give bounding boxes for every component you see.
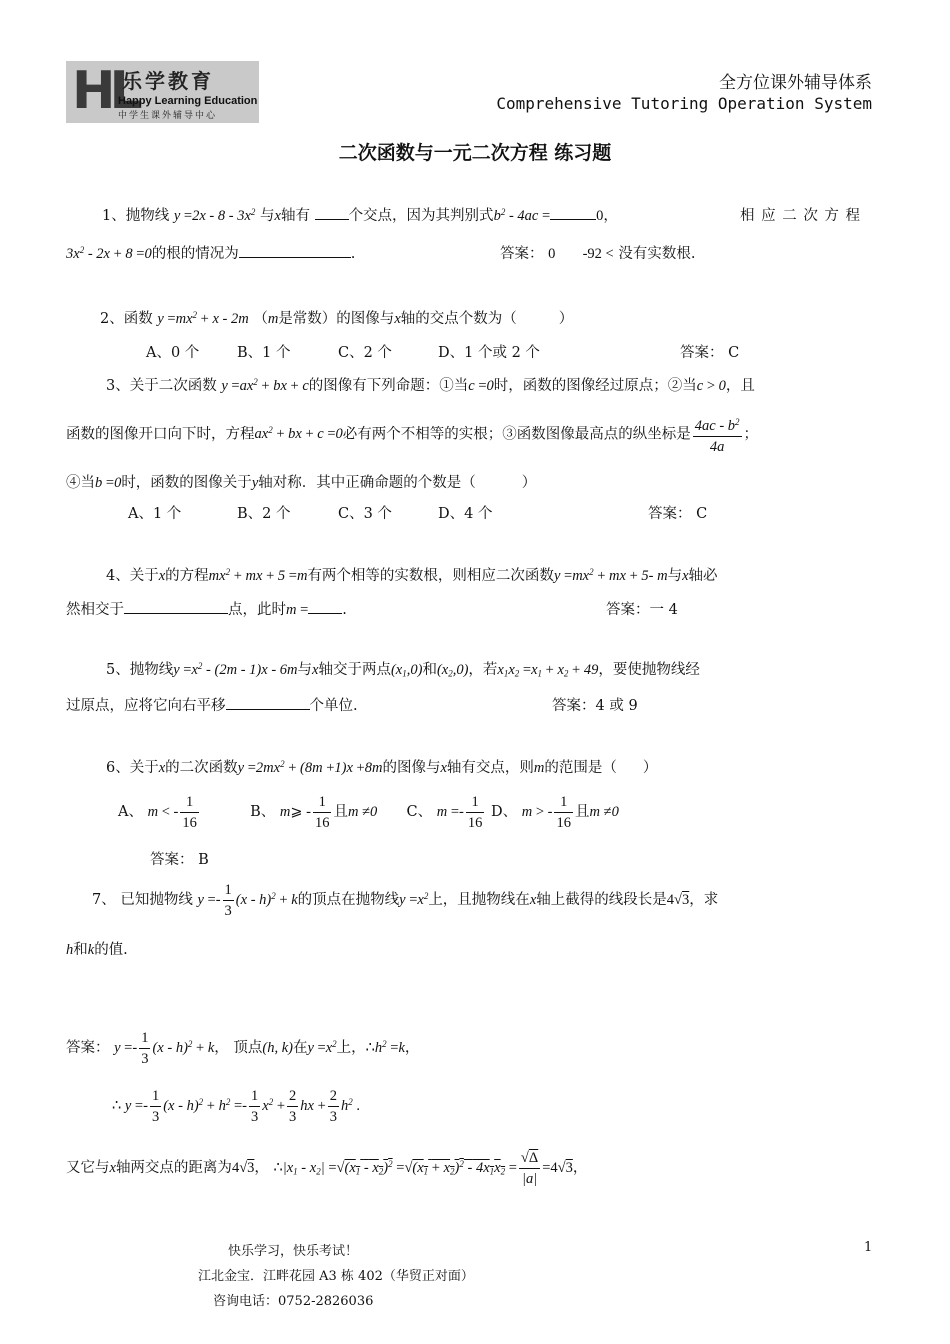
q3-text: 轴对称．其中正确命题的个数是（ (258, 475, 476, 491)
q4-m: m = (286, 602, 309, 618)
q6-option-b: m⩾ - $\frac{1}{16}$ (279, 794, 330, 831)
question-4-line-2 (66, 598, 347, 619)
q6-text: 且 (574, 803, 590, 820)
var-x: x (394, 311, 401, 327)
q5-text: 5、抛物线 (106, 662, 174, 678)
var-k: k (87, 942, 95, 958)
q6-text: 轴有交点，则 (446, 760, 534, 776)
q6-option-a: m < - $\frac{1}{16}$ (147, 794, 197, 831)
q4-text: 与 (667, 568, 683, 584)
q1-text: 1、抛物线 (102, 208, 170, 224)
page-number: 1 (864, 1240, 873, 1255)
q2-text: （ (253, 311, 268, 327)
var-x: x (312, 662, 319, 678)
q1-answer-a: 0 (548, 246, 556, 262)
sol-text: 又它与 (66, 1159, 110, 1176)
sol-parabola: $y =x^2$ (307, 1038, 337, 1056)
q6-option-d-cond: m ≠0 (589, 803, 619, 820)
q1-answer (500, 242, 695, 263)
logo-name-en: Happy Learning Education (118, 95, 258, 107)
q1-text: ， (603, 208, 618, 224)
q3-cond-1: c =0 (468, 378, 494, 394)
q4-text: 4、关于 (106, 568, 159, 584)
answer-label: 答案： (500, 246, 544, 262)
question-6 (106, 756, 657, 777)
q4-text: 然相交于 (66, 602, 124, 618)
q2-option-d: D、1 个或 2 个 (438, 345, 540, 361)
q3-option-b: B、2 个 (237, 506, 291, 522)
sol-formula-2: ∴ y =- $\frac{1}{3}$ $(x - h)^2 + h^2$ =- $\frac{1}{3}$ $x^2$ + $\frac{2}{3}$ hx + $\frac{2}{3}$ $h^2$ . (112, 1088, 360, 1125)
sol-distance: 4√3 (231, 1159, 255, 1176)
solution-line-3 (66, 1148, 587, 1189)
q5-text: 和 (422, 662, 437, 678)
logo (66, 61, 259, 123)
q1-text-right: 相 应 二 次 方 程 (740, 208, 862, 224)
var-x: x (440, 760, 447, 776)
q7-text: 7、 已知抛物线 (92, 891, 193, 908)
answer-blank (315, 205, 349, 220)
q4-function: $y =mx^2$ + mx + 5- m (553, 567, 668, 584)
q3-equation: $ax^2$ + bx + c =0 (254, 425, 343, 443)
q4-text: . (342, 602, 347, 618)
var-x: x (158, 760, 166, 776)
q7-parabola: $y =x^2$ (399, 890, 429, 908)
q1-text: 轴有 (280, 208, 310, 224)
var-x: x (158, 568, 166, 584)
q1-answer-c: 没有实数根. (618, 246, 696, 262)
var-y: y (251, 475, 259, 491)
sol-vertex: (h, k) (262, 1039, 293, 1056)
question-7-line-1 (92, 880, 718, 921)
q5-answer: 答案：4 或 9 (552, 698, 638, 714)
question-1-line-1: 1、抛物线 $y =2x - 8 - 3x^2$ 与x轴有 个交点，因为其判别式$b^2 - 4ac = 0$， (102, 204, 618, 225)
q5-text: 与 (297, 662, 313, 678)
q5-text: ，要使抛物线经 (598, 662, 700, 678)
sol-text: 上， (336, 1039, 366, 1056)
q3-text: 3、关于二次函数 (106, 378, 217, 394)
q6-text: 且 (333, 803, 348, 820)
q6-formula: $y =2mx^2 + (8m +1)x +8m$ (237, 759, 383, 776)
header-slogan-cn: 全方位课外辅导体系 (719, 73, 872, 93)
q6-option-d: m > - $\frac{1}{16}$ (521, 794, 571, 831)
sol-relation: $\therefore h^2 =k$ (365, 1038, 405, 1056)
q3-text: ； (743, 426, 759, 443)
page-title: 二次函数与一元二次方程 练习题 (338, 142, 612, 164)
answer-blank (124, 599, 228, 614)
q7-text: 和 (73, 942, 88, 958)
q7-formula: y =- $\frac{1}{3}$ (x - h)$^2$ + k (197, 882, 298, 919)
q6-text: 的图像与 (382, 760, 441, 776)
q5-formula: $y =x^2 - (2m - 1)x - 6m$ (173, 661, 298, 678)
solution-line-1 (66, 1028, 419, 1069)
q2-option-a: A、0 个 (146, 345, 200, 361)
q1-formula: $y =2x - 8 - 3x^2$ (173, 207, 256, 224)
q7-text: 轴上截得的线段长是 (536, 891, 667, 908)
sol-text: 轴两交点的距离为 (115, 1159, 232, 1176)
q5-point-2: $(x_2,0)$ (436, 662, 469, 679)
q3-text: ④当 (66, 475, 95, 491)
q2-text: 轴的交点个数为（ (400, 311, 517, 327)
q7-text: 上，且抛物线在 (428, 891, 530, 908)
q7-text: ，求 (689, 891, 719, 908)
var-x: x (682, 568, 689, 584)
q6-text: 6、关于 (106, 760, 159, 776)
q3-text: ，且 (725, 378, 755, 394)
q3-text: 的图像有下列命题：①当 (308, 378, 469, 394)
q4-answer: 答案：一 4 (606, 602, 678, 618)
answer-blank (308, 599, 342, 614)
q4-text: 的方程 (165, 568, 209, 584)
var-h: h (66, 942, 74, 958)
logo-name-cn: 乐学教育 (122, 69, 214, 93)
sol-formula-1: y =- $\frac{1}{3}$ (x - h)$^2$ + k (114, 1030, 215, 1067)
footer-phone: 咨询电话：0752-2826036 (213, 1294, 374, 1309)
q5-text: 轴交于两点 (318, 662, 391, 678)
q6-option-b-label: B、 (250, 803, 276, 820)
q6-text: 的范围是（ (544, 760, 617, 776)
q7-text: 的顶点在抛物线 (297, 891, 400, 908)
question-7-line-2 (66, 938, 128, 959)
var-x: x (529, 891, 537, 908)
q2-option-b: B、1 个 (237, 345, 291, 361)
question-5-line-1 (106, 658, 700, 679)
q3-option-a: A、1 个 (128, 506, 182, 522)
question-3-line-1 (106, 374, 755, 395)
q2-formula: $y =mx^2 + x - 2m$ (157, 310, 249, 327)
footer-slogan: 快乐学习，快乐考试！ (228, 1244, 359, 1259)
q3-option-c: C、3 个 (338, 506, 392, 522)
q3-cond-3: b =0 (95, 475, 122, 491)
q6-option-b-cond: m ≠0 (347, 803, 378, 820)
q7-length: 4√3 (666, 891, 690, 908)
sol-text: 在 (292, 1039, 308, 1056)
q6-option-c: m =- $\frac{1}{16}$ (436, 794, 483, 831)
q1-text: 与 (260, 208, 275, 224)
q4-text: 轴必 (688, 568, 718, 584)
q3-formula: $y =ax^2$ + bx + c (221, 377, 309, 394)
q2-answer: 答案： C (680, 345, 740, 361)
q6-text: ） (642, 760, 658, 776)
q4-text: 有两个相等的实数根，则相应二次函数 (307, 568, 554, 584)
answer-blank (226, 695, 310, 710)
q2-option-c: C、2 个 (338, 345, 392, 361)
var-x: x (109, 1159, 116, 1176)
footer-address: 江北金宝．江畔花园 A3 栋 402（华贸正对面） (198, 1269, 474, 1284)
q4-equation: $mx^2$ + mx + 5 =m (208, 567, 308, 584)
q6-option-d-label: D、 (490, 803, 518, 820)
q1-answer-b: -92 < (582, 246, 614, 262)
answer-label: 答案： (66, 1039, 110, 1056)
var-m: m (267, 311, 279, 327)
q5-text: 个单位. (309, 698, 358, 714)
q5-text: ，若 (468, 662, 498, 678)
header-slogan-en: Comprehensive Tutoring Operation System (496, 94, 872, 113)
q1-text: 的根的情况为 (151, 246, 239, 262)
q7-text: 的值. (94, 942, 128, 958)
question-3-line-2 (66, 412, 758, 457)
var-x: x (274, 208, 281, 224)
q3-cond-2: c > 0 (696, 378, 726, 394)
sol-text: ， (572, 1159, 588, 1176)
q6-option-a-label: A、 (118, 803, 143, 820)
q4-text: 点，此时 (228, 602, 286, 618)
q3-fraction: $\frac{4ac - b^2}{4a}$ (693, 412, 742, 457)
q3-text: 时，函数的图像经过原点；②当 (493, 378, 697, 394)
question-2 (100, 307, 573, 328)
q3-text: 函数的图像开口向下时，方程 (66, 426, 255, 443)
q3-text: 必有两个不相等的实根；③函数图像最高点的纵坐标是 (342, 426, 691, 443)
answer-blank (550, 205, 596, 220)
q6-options (118, 792, 619, 833)
sol-text: ， (254, 1159, 269, 1176)
question-3-line-3 (66, 471, 536, 492)
q1-text: 个交点，因为其判别式 (348, 208, 494, 224)
logo-tagline: 中学生课外辅导中心 (118, 111, 218, 121)
q3-option-d: D、4 个 (438, 506, 493, 522)
q3-text: ） (521, 475, 537, 491)
q6-text: 的二次函数 (165, 760, 238, 776)
sol-text: ， 顶点 (214, 1039, 263, 1056)
var-m: m (533, 760, 545, 776)
logo-letters: HL (72, 61, 137, 121)
q2-text: ） (558, 311, 574, 327)
q3-text: 时，函数的图像关于 (121, 475, 252, 491)
q5-condition: $x_1x_2 =x_1 + x_2 + 49$ (497, 662, 599, 679)
sol-formula-3: $\therefore|x_1 - x_2| =√(x_1 - x_2)^2 =√(x_1 + x_2)^2 - 4x_1x_2$ = $\frac{√\Delta}{|a|}$ =4√3 (273, 1150, 573, 1187)
q6-option-c-label: C、 (406, 803, 433, 820)
question-5-line-2 (66, 694, 358, 715)
q5-text: 过原点，应将它向右平移 (66, 698, 226, 714)
q2-text: 是常数）的图像与 (278, 311, 395, 327)
q1-equation: $3x^2 - 2x + 8 =0$ (66, 245, 152, 262)
q3-answer: 答案： C (648, 506, 708, 522)
q5-point-1: $(x_1,0)$ (390, 662, 423, 679)
q2-text: 2、函数 (100, 311, 153, 327)
question-4-line-1 (106, 564, 718, 585)
sol-text: ， (404, 1039, 420, 1056)
q6-answer: 答案： B (150, 852, 209, 868)
q1-discriminant: $b^2 - 4ac$ = (493, 207, 551, 224)
q1-text: . (350, 246, 356, 262)
answer-blank (239, 243, 351, 258)
question-1-line-2 (66, 242, 355, 263)
solution-line-2 (112, 1086, 360, 1127)
